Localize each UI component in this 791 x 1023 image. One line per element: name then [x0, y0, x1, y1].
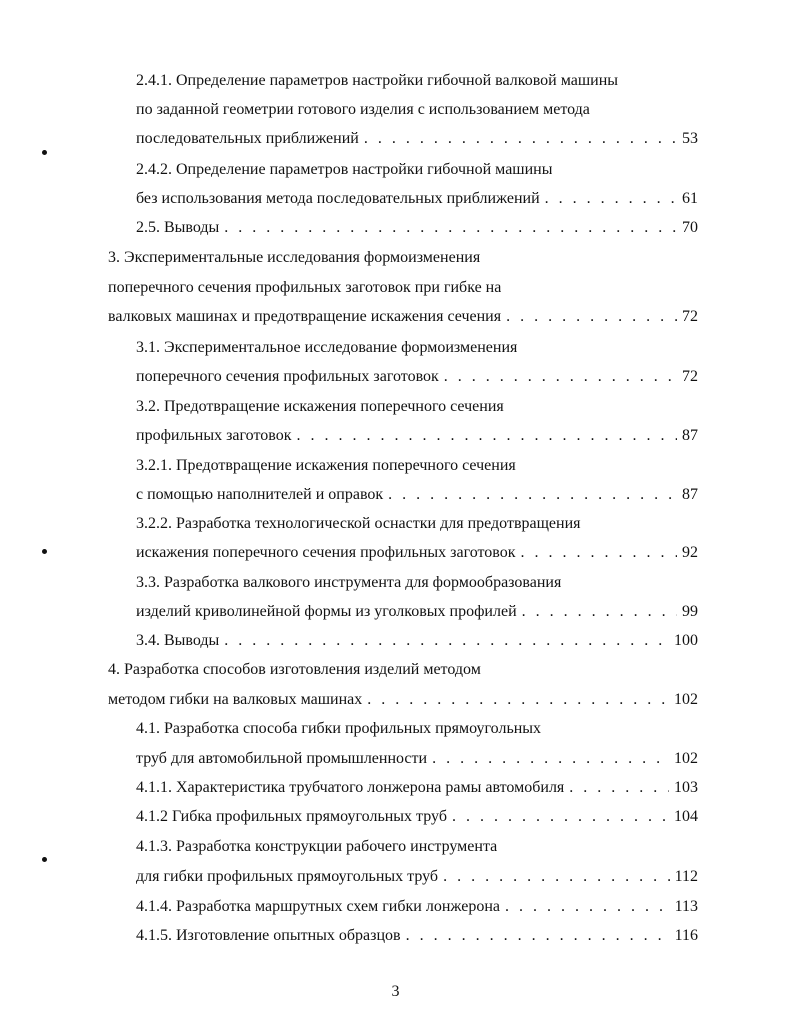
toc-entry-page: 113: [674, 898, 698, 915]
toc-entry[interactable]: [136, 630, 698, 652]
dot-leader: [505, 896, 670, 918]
toc-entry-title: последовательных приближений: [136, 130, 359, 147]
toc-line: 3. Экспериментальные исследования формоизменения: [108, 249, 481, 266]
toc-entry-page: 104: [674, 808, 698, 825]
toc-entry-page: 112: [674, 868, 698, 885]
toc-line: 4.1.3. Разработка конструкции рабочего инструмента: [136, 838, 498, 855]
dot-leader: [506, 306, 677, 328]
toc-entry-title: с помощью наполнителей и оправок: [136, 486, 384, 503]
toc-entry-title: 4.1.5. Изготовление опытных образцов: [136, 927, 401, 944]
toc-entry-page: 99: [682, 603, 698, 620]
toc-entry-title: профильных заготовок: [136, 427, 292, 444]
toc-entry-page: 61: [682, 190, 698, 207]
toc-entry[interactable]: [136, 866, 698, 888]
dot-leader: [521, 542, 677, 564]
margin-mark: [42, 150, 47, 155]
dot-leader: [364, 128, 677, 150]
toc-entry-title: 4.1.1. Характеристика трубчатого лонжерона рамы автомобиля: [136, 779, 565, 796]
toc-entry-title: 4.1.4. Разработка маршрутных схем гибки лонжерона: [136, 898, 500, 915]
toc-entry[interactable]: [108, 689, 698, 711]
dot-leader: [388, 484, 677, 506]
toc-line: 3.2.2. Разработка технологической оснастки для предотвращения: [136, 515, 581, 532]
toc-entry[interactable]: [136, 484, 698, 506]
toc-line: 2.4.2. Определение параметров настройки гибочной машины: [136, 161, 553, 178]
toc-entry[interactable]: [136, 777, 698, 799]
toc-entry-page: 72: [682, 368, 698, 385]
toc-entry[interactable]: [108, 306, 698, 328]
toc-entry-title: для гибки профильных прямоугольных труб: [136, 868, 439, 885]
toc-line: 4. Разработка способов изготовления изделий методом: [108, 661, 481, 678]
dot-leader: [545, 188, 677, 210]
dot-leader: [444, 366, 677, 388]
toc-entry-title: 3.4. Выводы: [136, 632, 220, 649]
toc-line: поперечного сечения профильных заготовок при гибке на: [108, 279, 502, 296]
toc-entry[interactable]: [136, 366, 698, 388]
toc-entry-page: 87: [682, 486, 698, 503]
toc-entry-page: 87: [682, 427, 698, 444]
toc-line: 3.2.1. Предотвращение искажения поперечного сечения: [136, 457, 516, 474]
toc-entry-page: 100: [674, 632, 698, 649]
toc-entry-title: поперечного сечения профильных заготовок: [136, 368, 439, 385]
toc-entry[interactable]: [136, 925, 698, 947]
toc-entry-page: 103: [674, 779, 698, 796]
toc-entry-page: 102: [674, 691, 698, 708]
toc-entry-page: 92: [682, 544, 698, 561]
toc-entry-page: 72: [682, 308, 698, 325]
toc-entry[interactable]: [136, 748, 698, 770]
dot-leader: [406, 925, 670, 947]
margin-mark: [42, 857, 47, 862]
margin-mark: [42, 549, 47, 554]
page-number: 3: [391, 983, 400, 1000]
dot-leader: [452, 806, 669, 828]
toc-entry[interactable]: [136, 542, 698, 564]
toc-entry[interactable]: [136, 806, 698, 828]
toc-entry-page: 116: [674, 927, 698, 944]
toc-entry-title: труб для автомобильной промышленности: [136, 750, 428, 767]
toc-entry[interactable]: [136, 425, 698, 447]
dot-leader: [367, 689, 669, 711]
toc-entry-page: 102: [674, 750, 698, 767]
toc-entry-page: 53: [682, 130, 698, 147]
toc-entry[interactable]: [136, 128, 698, 150]
toc-entry[interactable]: [136, 896, 698, 918]
toc-entry-page: 70: [682, 219, 698, 236]
dot-leader: [432, 748, 669, 770]
toc-line: 3.1. Экспериментальное исследование формоизменения: [136, 339, 518, 356]
dot-leader: [443, 866, 670, 888]
toc-line: по заданной геометрии готового изделия с использованием метода: [136, 101, 590, 118]
toc-entry-title: без использования метода последовательных приближений: [136, 190, 540, 207]
toc-entry-title: 2.5. Выводы: [136, 219, 220, 236]
dot-leader: [569, 777, 669, 799]
toc-entry-title: изделий криволинейной формы из уголковых профилей: [136, 603, 517, 620]
toc-entry-title: валковых машинах и предотвращение искажения сечения: [108, 308, 502, 325]
dot-leader: [224, 217, 677, 239]
toc-line: 3.2. Предотвращение искажения поперечного сечения: [136, 398, 504, 415]
toc-line: 3.3. Разработка валкового инструмента для формообразования: [136, 574, 562, 591]
toc-entry[interactable]: [136, 188, 698, 210]
toc-entry-title: искажения поперечного сечения профильных заготовок: [136, 544, 516, 561]
dot-leader: [522, 601, 677, 623]
toc-entry[interactable]: [136, 601, 698, 623]
toc-entry-title: методом гибки на валковых машинах: [108, 691, 363, 708]
dot-leader: [224, 630, 669, 652]
toc-line: 4.1. Разработка способа гибки профильных прямоугольных: [136, 720, 542, 737]
dot-leader: [296, 425, 677, 447]
toc-line: 2.4.1. Определение параметров настройки гибочной валковой машины: [136, 72, 619, 89]
toc-entry[interactable]: [136, 217, 698, 239]
toc-entry-title: 4.1.2 Гибка профильных прямоугольных труб: [136, 808, 447, 825]
